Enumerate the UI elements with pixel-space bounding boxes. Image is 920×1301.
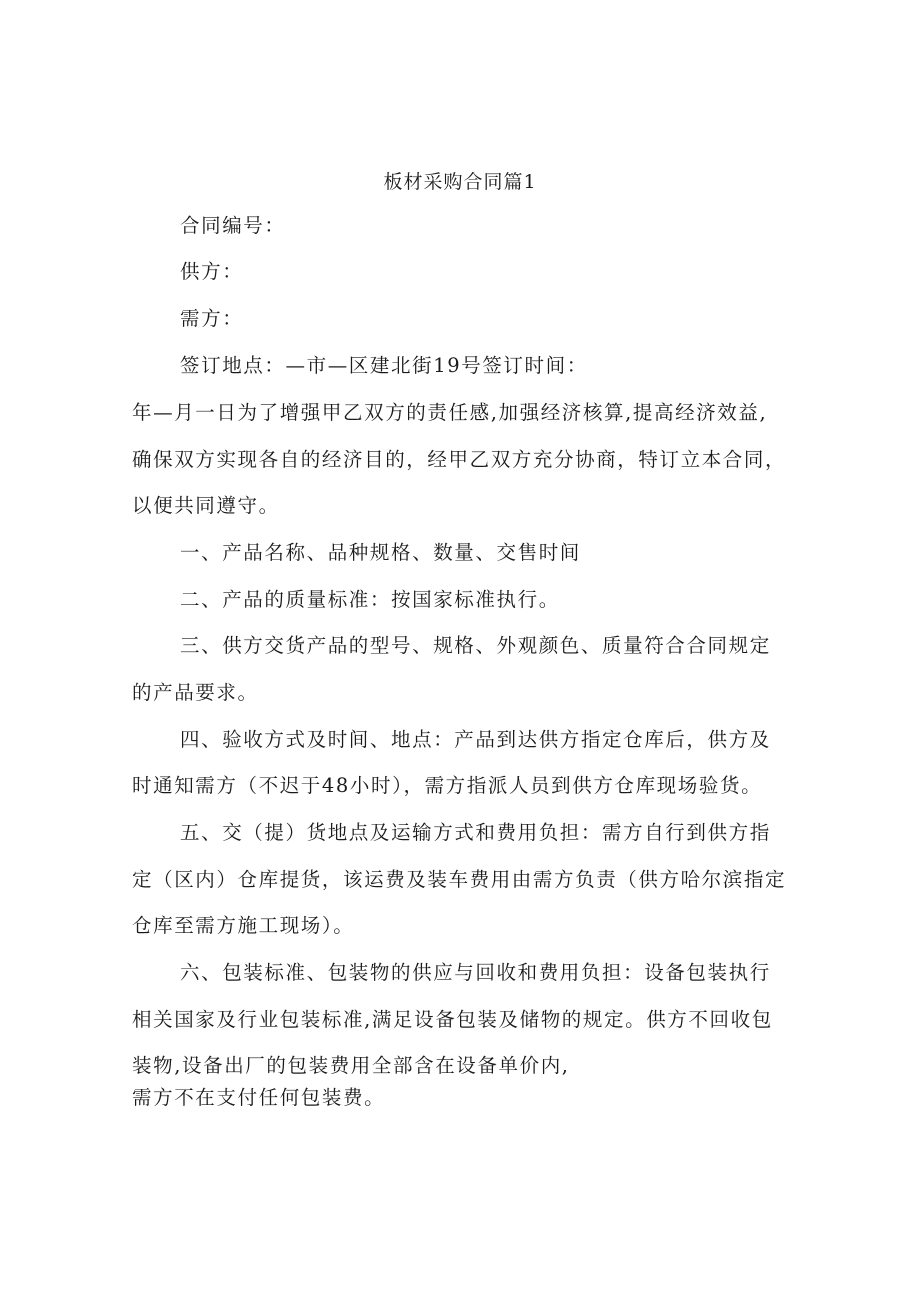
document-title: 板材采购合同篇1 — [383, 171, 537, 193]
clause-3-line: 的产品要求。 — [132, 681, 259, 704]
intro-line: 年—月一日为了增强甲乙双方的责任感,加强经济核算,提高经济效益, — [132, 401, 768, 424]
clause-3-line: 三、供方交货产品的型号、规格、外观颜色、质量符合合同规定 — [180, 634, 771, 657]
clause-6-line: 相关国家及行业包装标准,满足设备包装及储物的规定。供方不回收包 — [132, 1008, 773, 1031]
clause-2: 二、产品的质量标准：按国家标准执行。 — [180, 588, 560, 611]
clause-4-line: 时通知需方（不迟于48小时），需方指派人员到供方仓库现场验货。 — [132, 774, 763, 797]
clause-5-line: 五、交（提）货地点及运输方式和费用负担：需方自行到供方指 — [180, 821, 771, 844]
clause-5-line: 定（区内）仓库提货，该运费及装车费用由需方负责（供方哈尔滨指定 — [132, 868, 787, 891]
buyer-field: 需方： — [180, 307, 244, 330]
clause-6-line: 六、包装标准、包装物的供应与回收和费用负担：设备包装执行 — [180, 961, 771, 984]
clause-6-line: 装物,设备出厂的包装费用全部含在设备单价内, — [132, 1054, 570, 1077]
clause-5-line: 仓库至需方施工现场）。 — [132, 914, 355, 937]
supplier-field: 供方： — [180, 260, 244, 283]
clause-1: 一、产品名称、品种规格、数量、交售时间 — [180, 541, 581, 564]
contract-number-field: 合同编号： — [180, 214, 286, 237]
clause-4-line: 四、验收方式及时间、地点：产品到达供方指定仓库后，供方及 — [180, 728, 771, 751]
sign-place-field: 签订地点：—市—区建北街19号签订时间： — [180, 354, 588, 377]
intro-line: 以便共同遵守。 — [132, 494, 280, 517]
clause-6-line: 需方不在支付任何包装费。 — [132, 1086, 386, 1109]
intro-line: 确保双方实现各自的经济目的，经甲乙双方充分协商，特订立本合同， — [132, 448, 787, 471]
